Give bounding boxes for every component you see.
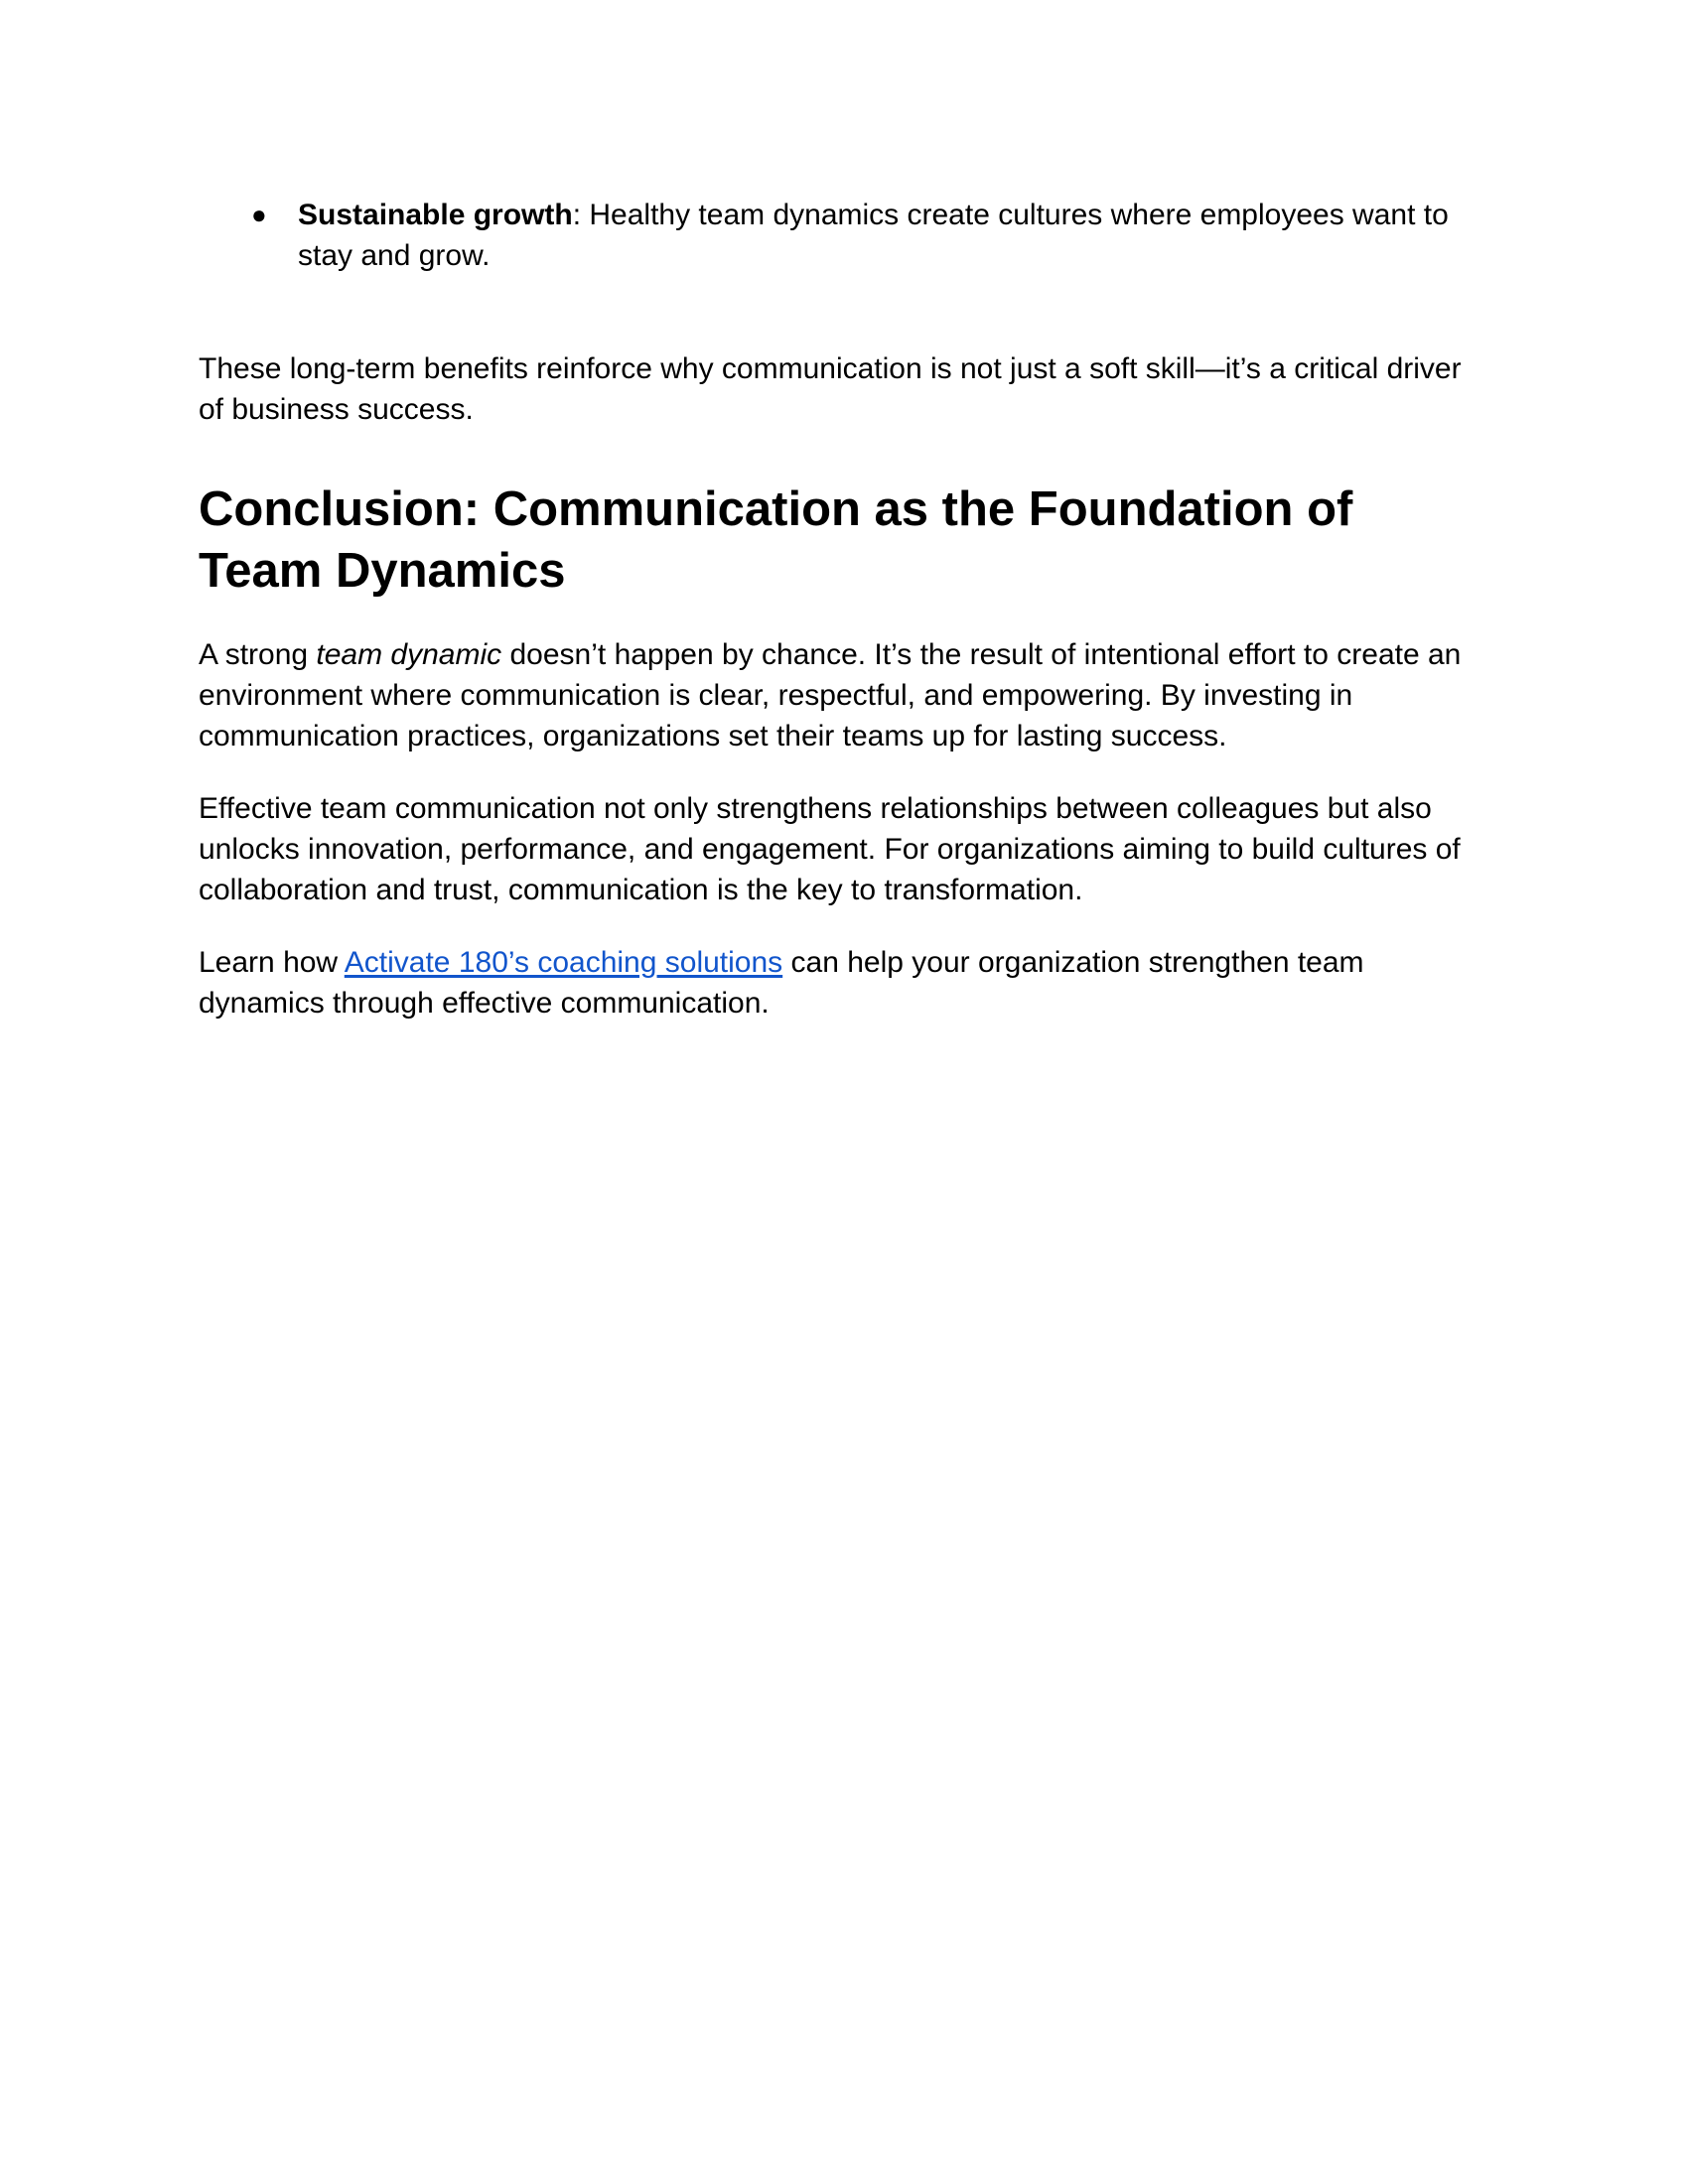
bullet-description: : Healthy team dynamics create cultures where employees want to stay and grow. — [298, 199, 1449, 272]
conclusion-intro-paragraph — [199, 634, 1489, 756]
learn-text-end: can help your organization strengthen team dynamics through effective communication. — [199, 946, 1364, 1020]
intro-text-end: doesn’t happen by chance. It’s the result of intentional effort to create an environment where communication is clear, respectful, and empowering. By investing in communication practices, organizations set their teams up for lasting success. — [199, 638, 1462, 752]
bullet-term: Sustainable growth — [298, 199, 573, 231]
conclusion-heading: Conclusion: Communication as the Foundation of Team Dynamics — [199, 482, 1353, 598]
benefits-bullet-list — [199, 195, 1489, 276]
intro-italic-term: team dynamic — [316, 638, 502, 671]
effective-communication-paragraph: Effective team communication not only strengthens relationships between colleagues but also unlocks innovation, performance, and engagement. For organizations aiming to build cultures of collaboration and trust, communication is the key to transformation. — [199, 792, 1461, 906]
coaching-solutions-link[interactable]: Activate 180’s coaching solutions — [344, 946, 783, 979]
bullet-item-sustainable-growth — [199, 195, 1489, 276]
benefits-paragraph: These long-term benefits reinforce why communication is not just a soft skill—it’s a critical driver of business success. — [199, 352, 1462, 426]
learn-text-start: Learn how — [199, 946, 345, 979]
document-page — [199, 195, 1489, 1024]
intro-text-start: A strong — [199, 638, 317, 671]
learn-more-paragraph — [199, 942, 1489, 1024]
bullet-dot-icon: ● — [251, 200, 267, 229]
